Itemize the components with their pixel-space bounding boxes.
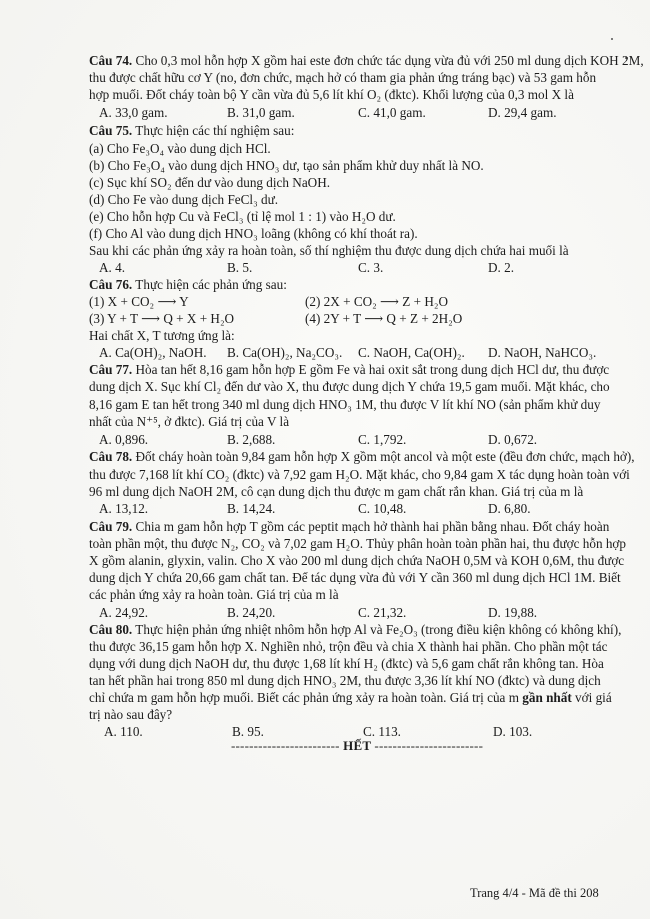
q75-label: Câu 75.	[89, 123, 133, 138]
q77-label: Câu 77.	[89, 362, 133, 377]
q79-line-5: các phản ứng xảy ra hoàn toàn. Giá trị của m là	[89, 587, 339, 602]
q80-line-5	[89, 689, 612, 706]
q76-reaction-2: (2) 2X + CO₂ ⟶ Z + H₂O	[305, 294, 448, 309]
q76-option-c[interactable]: C. NaOH, Ca(OH)₂.	[358, 345, 465, 360]
q79-text-1: Chia m gam hỗn hợp T gồm các peptit mạch hở thành hai phần bằng nhau. Đốt cháy hoàn	[132, 519, 610, 534]
q77-line-2: dung dịch X. Sục khí Cl₂ đến dư vào X, thu được dung dịch Y chứa 19,5 gam muối. Mặt khác, cho	[89, 379, 610, 394]
q74-label: Câu 74.	[89, 53, 133, 68]
end-dashes-left: ------------------------	[231, 738, 340, 753]
q75-option-a[interactable]: A. 4.	[99, 260, 126, 275]
q76-option-d[interactable]: D. NaOH, NaHCO₃.	[488, 345, 597, 360]
q77-line-1	[89, 361, 609, 378]
q80-option-c[interactable]: C. 113.	[363, 724, 401, 739]
q79-label: Câu 79.	[89, 519, 133, 534]
q75-option-d[interactable]: D. 2.	[488, 260, 515, 275]
q77-line-3: 8,16 gam E tan hết trong 340 ml dung dịch HNO₃ 1M, thu được V lít khí NO (sản phẩm khử duy	[89, 397, 601, 412]
q75-options	[0, 259, 650, 276]
q75-option-c[interactable]: C. 3.	[358, 260, 384, 275]
page-footer: Trang 4/4 - Mã đề thi 208	[470, 886, 599, 900]
q74-option-c[interactable]: C. 41,0 gam.	[358, 105, 426, 120]
q76-options	[0, 344, 650, 361]
q78-option-d[interactable]: D. 6,80.	[488, 501, 531, 516]
end-marker	[231, 738, 483, 754]
q76-option-a[interactable]: A. Ca(OH)₂, NaOH.	[99, 345, 207, 360]
q80-line-3: dụng với dung dịch NaOH dư, thu được 1,68 lít khí H₂ (đktc) và 5,6 gam chất rắn không tan. Hòa	[89, 656, 604, 671]
q79-line-4: dung dịch Y chứa 20,66 gam chất tan. Để tác dụng vừa đủ với Y cần 360 ml dung dịch HCl 1M. Biết	[89, 570, 621, 585]
q74-options	[0, 104, 650, 121]
q79-line-2: toàn phần một, thu được N₂, CO₂ và 7,02 gam H₂O. Thủy phân hoàn toàn phần hai, thu được hỗn hợp	[89, 536, 626, 551]
q78-line-1	[89, 448, 635, 465]
q80-text-5c: với giá	[571, 690, 612, 705]
q76-reaction-3: (3) Y + T ⟶ Q + X + H₂O	[89, 311, 235, 326]
q80-line-2: thu được 36,15 gam hỗn hợp X. Nghiền nhỏ, trộn đều và chia X thành hai phần. Cho phần một tác	[89, 639, 608, 654]
q74-line-2: thu được chất hữu cơ Y (no, đơn chức, mạch hở có tham gia phản ứng tráng bạc) và 53 gam hỗn	[89, 70, 597, 85]
q78-options	[0, 500, 650, 517]
q75-item-e: (e) Cho hỗn hợp Cu và FeCl₃ (tỉ lệ mol 1 : 1) vào H₂O dư.	[89, 209, 396, 224]
q74-option-a[interactable]: A. 33,0 gam.	[99, 105, 168, 120]
q80-option-d[interactable]: D. 103.	[493, 724, 533, 739]
q76-reaction-1: (1) X + CO₂ ⟶ Y	[89, 294, 189, 309]
q76-label: Câu 76.	[89, 277, 133, 292]
q76-question: Hai chất X, T tương ứng là:	[89, 328, 235, 343]
q80-line-1	[89, 621, 621, 638]
q80-line-4: tan hết phần hai trong 850 ml dung dịch HNO₃ 2M, thu được 3,36 lít khí NO (đktc) và dung dịch	[89, 673, 601, 688]
q75-intro: Thực hiện các thí nghiệm sau:	[132, 123, 295, 138]
q74-text-1: Cho 0,3 mol hỗn hợp X gồm hai este đơn chức tác dụng vừa đủ với 250 ml dung dịch KOH 2M,	[132, 53, 644, 68]
q78-line-3: 96 ml dung dịch NaOH 2M, cô cạn dung dịch thu được m gam chất rắn khan. Giá trị của m là	[89, 484, 584, 499]
q77-option-d[interactable]: D. 0,672.	[488, 432, 538, 447]
end-dashes-right: ------------------------	[374, 738, 484, 753]
q75-item-a: (a) Cho Fe₃O₄ vào dung dịch HCl.	[89, 141, 271, 156]
q80-label: Câu 80.	[89, 622, 133, 637]
q78-line-2: thu được 7,168 lít khí CO₂ (đktc) và 7,92 gam H₂O. Mặt khác, cho 9,84 gam X tác dụng hoàn toàn với	[89, 467, 630, 482]
q80-option-b[interactable]: B. 95.	[232, 724, 264, 739]
q79-line-3: X gồm alanin, glyxin, valin. Cho X vào 200 ml dung dịch chứa NaOH 0,5M và KOH 0,6M, thu được	[89, 553, 625, 568]
q79-option-c[interactable]: C. 21,32.	[358, 605, 407, 620]
q75-item-b: (b) Cho Fe₃O₄ vào dung dịch HNO₃ dư, tạo sản phẩm khử duy nhất là NO.	[89, 158, 484, 173]
q77-line-4: nhất của N⁺⁵, ở đktc). Giá trị của V là	[89, 414, 290, 429]
q78-text-1: Đốt cháy hoàn toàn 9,84 gam hỗn hợp X gồm một ancol và một este (đều đơn chức, mạch hở),	[132, 449, 635, 464]
q77-options	[0, 431, 650, 448]
q79-option-d[interactable]: D. 19,88.	[488, 605, 538, 620]
q77-option-b[interactable]: B. 2,688.	[227, 432, 276, 447]
q75-line-intro	[89, 122, 294, 139]
q75-item-f: (f) Cho Al vào dung dịch HNO₃ loãng (không có khí thoát ra).	[89, 226, 418, 241]
q77-text-1: Hòa tan hết 8,16 gam hỗn hợp E gồm Fe và hai oxit sắt trong dung dịch HCl dư, thu được	[132, 362, 610, 377]
q75-question: Sau khi các phản ứng xảy ra hoàn toàn, số thí nghiệm thu được dung dịch chứa hai muối là	[89, 243, 569, 258]
q78-option-b[interactable]: B. 14,24.	[227, 501, 276, 516]
q80-line-6: trị nào sau đây?	[89, 707, 173, 722]
q80-text-1: Thực hiện phản ứng nhiệt nhôm hỗn hợp Al và Fe₂O₃ (trong điều kiện không có không khí),	[132, 622, 622, 637]
q74-option-d[interactable]: D. 29,4 gam.	[488, 105, 557, 120]
q74-option-b[interactable]: B. 31,0 gam.	[227, 105, 295, 120]
q79-option-b[interactable]: B. 24,20.	[227, 605, 276, 620]
q76-line-intro	[89, 276, 287, 293]
q77-option-c[interactable]: C. 1,792.	[358, 432, 407, 447]
q78-option-a[interactable]: A. 13,12.	[99, 501, 149, 516]
scan-speck	[611, 38, 613, 40]
q79-line-1	[89, 518, 609, 535]
q80-option-a[interactable]: A. 110.	[104, 724, 143, 739]
q76-option-b[interactable]: B. Ca(OH)₂, Na₂CO₃.	[227, 345, 343, 360]
q74-line-1	[89, 52, 644, 69]
q79-option-a[interactable]: A. 24,92.	[99, 605, 149, 620]
q75-item-c: (c) Sục khí SO₂ đến dư vào dung dịch NaOH.	[89, 175, 331, 190]
q79-options	[0, 604, 650, 621]
q74-line-3: hợp muối. Đốt cháy toàn bộ Y cần vừa đủ 5,6 lít khí O₂ (đktc). Khối lượng của 0,3 mol X là	[89, 87, 574, 102]
q77-option-a[interactable]: A. 0,896.	[99, 432, 149, 447]
q78-label: Câu 78.	[89, 449, 133, 464]
q76-intro: Thực hiện các phản ứng sau:	[132, 277, 287, 292]
end-text: HẾT	[339, 738, 375, 753]
q75-option-b[interactable]: B. 5.	[227, 260, 253, 275]
q80-emphasis: gần nhất	[522, 690, 572, 705]
q80-text-5a: chỉ chứa m gam hỗn hợp muối. Biết các phản ứng xảy ra hoàn toàn. Giá trị của m	[89, 690, 523, 705]
q78-option-c[interactable]: C. 10,48.	[358, 501, 407, 516]
q75-item-d: (d) Cho Fe vào dung dịch FeCl₃ dư.	[89, 192, 279, 207]
q76-reaction-4: (4) 2Y + T ⟶ Q + Z + 2H₂O	[305, 311, 463, 326]
